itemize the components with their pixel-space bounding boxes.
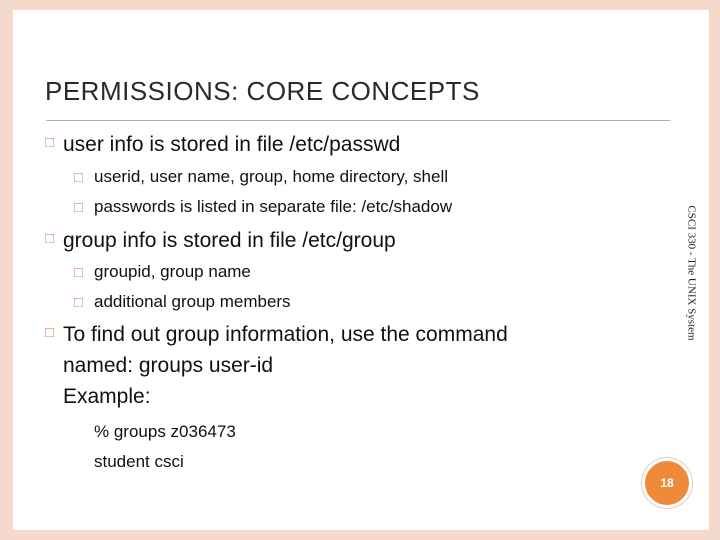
page-number-badge — [642, 458, 692, 508]
sub-bullet — [74, 167, 448, 187]
sub-bullet-text: userid, user name, group, home directory, shell — [94, 167, 449, 186]
course-side-label-text: CSCI 330 - The UNIX System — [686, 205, 699, 341]
example-line: student csci — [94, 452, 184, 471]
sub-bullet — [74, 197, 452, 217]
square-bullet-icon: □ — [74, 293, 84, 311]
sub-bullet — [74, 292, 291, 312]
page-number: 18 — [660, 476, 674, 490]
square-bullet-icon: □ — [74, 198, 84, 216]
square-bullet-icon: □ — [74, 263, 84, 281]
sub-bullet — [74, 262, 251, 282]
square-bullet-icon: □ — [45, 230, 55, 247]
bullet-2 — [45, 228, 396, 254]
square-bullet-icon: □ — [45, 324, 55, 341]
bullet-3-line: To find out group information, use the command — [63, 323, 508, 346]
square-bullet-icon: □ — [45, 134, 55, 151]
sub-bullet-text: passwords is listed in separate file: /etc/shadow — [94, 197, 453, 216]
bullet-3-line: named: groups user-id — [63, 354, 274, 377]
title-divider — [46, 120, 670, 121]
square-bullet-icon: □ — [74, 168, 84, 186]
bullet-3-line: Example: — [63, 385, 151, 408]
bullet-3 — [45, 322, 508, 410]
bullet-3-text — [63, 322, 508, 410]
bullet-1 — [45, 132, 400, 158]
sub-bullet-text: additional group members — [94, 292, 291, 311]
sub-bullet-text: groupid, group name — [94, 262, 251, 281]
course-side-label — [682, 198, 702, 348]
example-line: % groups z036473 — [94, 422, 236, 441]
slide — [13, 10, 709, 530]
slide-title: PERMISSIONS: CORE CONCEPTS — [45, 76, 480, 106]
bullet-2-text: group info is stored in file /etc/group — [63, 229, 396, 252]
bullet-1-text: user info is stored in file /etc/passwd — [63, 133, 401, 156]
